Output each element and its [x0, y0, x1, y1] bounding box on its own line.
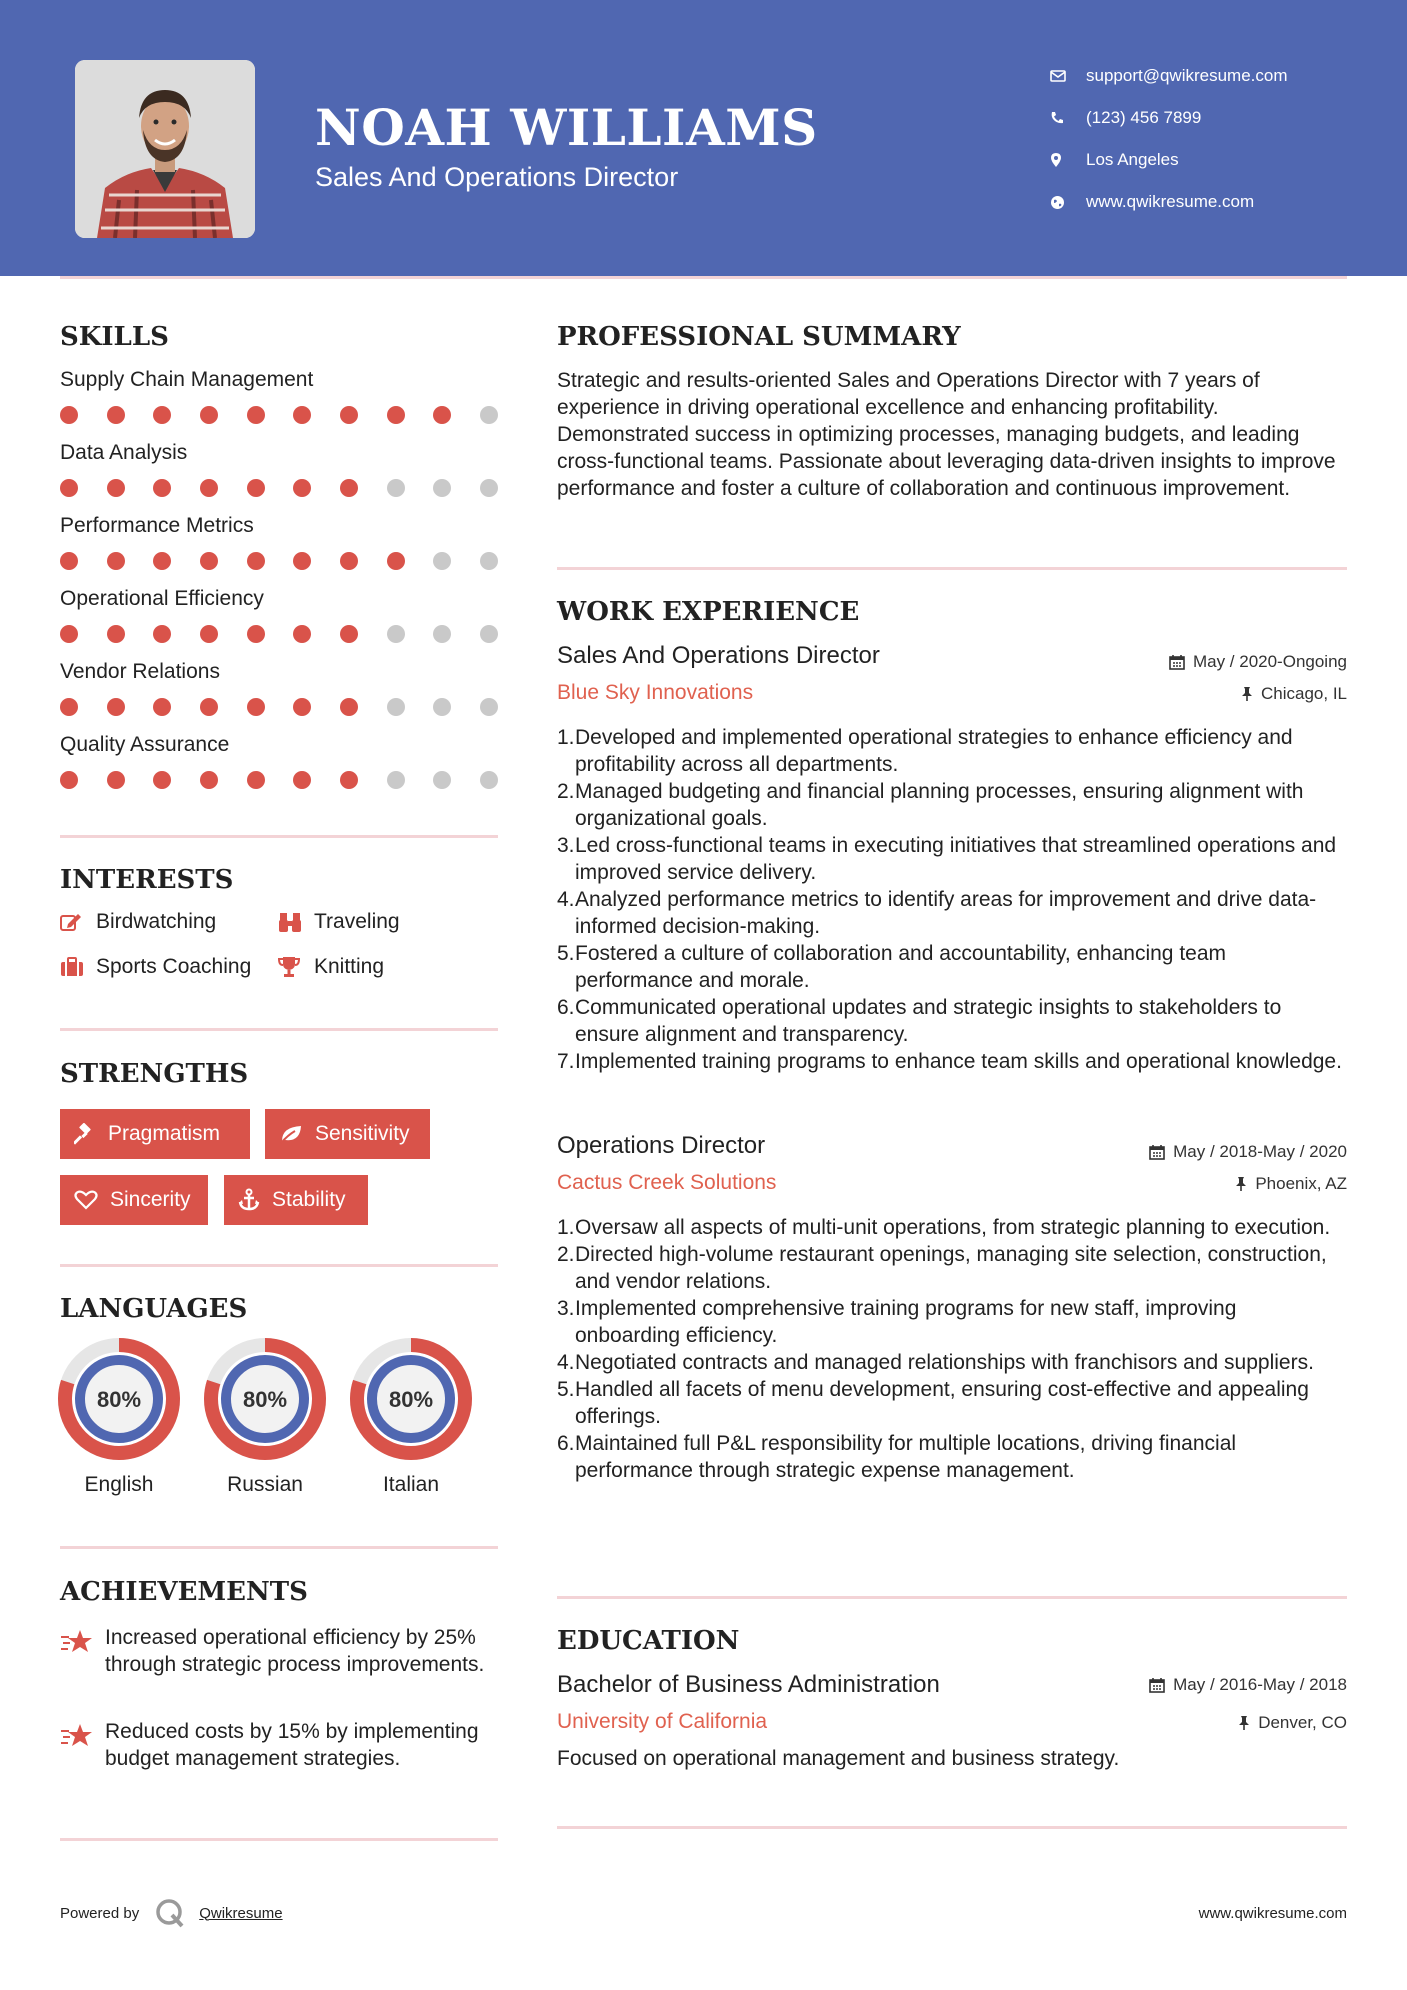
achievements-divider — [60, 1838, 498, 1841]
skill-row — [60, 514, 500, 570]
rating-dot-filled — [60, 698, 78, 716]
rating-dot-filled — [340, 406, 358, 424]
strength-label: Sincerity — [110, 1188, 191, 1211]
map-pin-icon — [1050, 152, 1086, 168]
language-item — [57, 1337, 181, 1497]
interest-item — [278, 955, 384, 979]
achievement-text: Reduced costs by 15% by implementing budget management strategies. — [105, 1720, 479, 1770]
rating-dot-filled — [200, 771, 218, 789]
skill-rating — [60, 552, 498, 570]
rating-dot-filled — [340, 771, 358, 789]
candidate-name: NOAH WILLIAMS — [315, 98, 818, 157]
rating-dot-filled — [60, 625, 78, 643]
contact-location-text: Los Angeles — [1086, 150, 1179, 169]
skill-name: Quality Assurance — [60, 733, 230, 756]
interest-label: Birdwatching — [96, 910, 217, 933]
job-location-text: Phoenix, AZ — [1255, 1174, 1347, 1193]
rating-dot-filled — [247, 479, 265, 497]
education-location — [1238, 1713, 1347, 1733]
profile-photo — [75, 60, 255, 238]
language-item — [349, 1337, 473, 1497]
job-bullet: 3. Implemented comprehensive training programs for new staff, improving onboarding efficiency. — [557, 1297, 1237, 1347]
job-location — [1241, 684, 1347, 704]
pencil-square-icon — [60, 912, 96, 932]
rating-dot-filled — [340, 698, 358, 716]
strength-label: Stability — [272, 1188, 346, 1211]
pushpin-icon — [1238, 1715, 1250, 1731]
skills-divider — [60, 835, 498, 838]
rating-dot-empty — [480, 406, 498, 424]
rating-dot-filled — [153, 552, 171, 570]
job-bullet: 5. Fostered a culture of collaboration and accountability, enhancing team performance and morale. — [557, 942, 1227, 992]
heart-icon — [74, 1190, 98, 1210]
job-bullet: 4. Negotiated contracts and managed relationships with franchisors and suppliers. — [557, 1351, 1314, 1374]
interest-item — [278, 910, 400, 934]
job-location-text: Chicago, IL — [1261, 684, 1347, 703]
rating-dot-filled — [387, 552, 405, 570]
rating-dot-empty — [387, 625, 405, 643]
rating-dot-filled — [340, 552, 358, 570]
job-bullets — [557, 724, 1347, 1075]
rating-dot-empty — [433, 698, 451, 716]
language-item — [203, 1337, 327, 1497]
language-name: Russian — [227, 1473, 303, 1496]
strength-label: Pragmatism — [108, 1122, 221, 1145]
rating-dot-filled — [247, 698, 265, 716]
rating-dot-empty — [433, 625, 451, 643]
rating-dot-empty — [433, 771, 451, 789]
rating-dot-filled — [200, 625, 218, 643]
contact-website-text: www.qwikresume.com — [1086, 192, 1255, 211]
job-bullet: 6. Communicated operational updates and strategic insights to stakeholders to ensure alignment and transparency. — [557, 996, 1282, 1046]
rating-dot-empty — [480, 479, 498, 497]
strength-tag — [60, 1109, 250, 1159]
rating-dot-empty — [387, 479, 405, 497]
language-ring — [57, 1337, 181, 1461]
anchor-icon — [238, 1188, 260, 1212]
rating-dot-filled — [247, 625, 265, 643]
language-percent: 80% — [96, 1387, 142, 1412]
language-percent: 80% — [388, 1387, 434, 1412]
rating-dot-filled — [107, 698, 125, 716]
job-bullet: 6. Maintained full P&L responsibility for multiple locations, driving financial performance through strategic expense management. — [557, 1432, 1237, 1482]
gavel-icon — [74, 1123, 96, 1145]
rating-dot-empty — [480, 625, 498, 643]
experience-divider — [557, 1596, 1347, 1599]
skill-rating — [60, 625, 498, 643]
education-dates — [1149, 1675, 1347, 1695]
binoculars-icon — [278, 911, 314, 933]
job-role: Operations Director — [557, 1132, 766, 1159]
achievement-item — [60, 1624, 500, 1678]
contact-phone-text: (123) 456 7899 — [1086, 108, 1202, 127]
skill-rating — [60, 771, 498, 789]
languages-divider — [60, 1546, 498, 1549]
rating-dot-filled — [200, 406, 218, 424]
rating-dot-filled — [60, 406, 78, 424]
rating-dot-filled — [340, 479, 358, 497]
job-dates-text: May / 2020-Ongoing — [1192, 652, 1347, 671]
rating-dot-filled — [153, 625, 171, 643]
languages-heading: LANGUAGES — [60, 1294, 248, 1324]
job-company: Blue Sky Innovations — [557, 681, 754, 704]
rating-dot-filled — [60, 479, 78, 497]
calendar-icon — [1169, 654, 1185, 670]
job-bullet: 3. Led cross-functional teams in executing initiatives that streamlined operations and improved service delivery. — [557, 834, 1337, 884]
rating-dot-filled — [293, 698, 311, 716]
rating-dot-filled — [247, 406, 265, 424]
rating-dot-empty — [433, 552, 451, 570]
summary-divider — [557, 567, 1347, 570]
rating-dot-filled — [247, 552, 265, 570]
rating-dot-filled — [153, 479, 171, 497]
job-bullet: 2. Directed high-volume restaurant openings, managing site selection, construction, and vendor relations. — [557, 1243, 1327, 1293]
rating-dot-filled — [293, 479, 311, 497]
strength-label: Sensitivity — [315, 1122, 410, 1145]
skill-name: Operational Efficiency — [60, 587, 264, 610]
interests-divider — [60, 1028, 498, 1031]
job-dates — [1169, 652, 1347, 672]
interest-label: Knitting — [314, 955, 385, 978]
skill-name: Vendor Relations — [60, 660, 220, 683]
candidate-title: Sales And Operations Director — [315, 162, 679, 192]
job-company: Cactus Creek Solutions — [557, 1171, 777, 1194]
education-heading: EDUCATION — [557, 1626, 740, 1656]
strengths-divider — [60, 1264, 498, 1267]
envelope-icon — [1050, 70, 1086, 82]
language-name: English — [84, 1473, 154, 1496]
rating-dot-filled — [107, 479, 125, 497]
trophy-icon — [278, 956, 314, 978]
skill-rating — [60, 698, 498, 716]
education-degree: Bachelor of Business Administration — [557, 1671, 940, 1698]
strength-tag — [224, 1175, 368, 1225]
skill-row — [60, 733, 500, 789]
education-dates-text: May / 2016-May / 2018 — [1173, 1675, 1347, 1694]
rating-dot-filled — [293, 625, 311, 643]
job-dates — [1149, 1142, 1347, 1162]
rating-dot-filled — [107, 552, 125, 570]
job-dates-text: May / 2018-May / 2020 — [1173, 1142, 1347, 1161]
job-bullet: 5. Handled all facets of menu development, ensuring cost-effective and appealing offerings. — [557, 1378, 1309, 1428]
powered-by-text: Powered by — [60, 1904, 140, 1922]
rating-dot-filled — [153, 698, 171, 716]
strength-tag — [265, 1109, 430, 1159]
globe-icon — [1050, 195, 1086, 210]
contact-website[interactable] — [1050, 181, 1380, 223]
education-location-text: Denver, CO — [1258, 1713, 1347, 1732]
qwikresume-logo-icon — [155, 1898, 185, 1928]
skill-rating — [60, 479, 498, 497]
rating-dot-filled — [247, 771, 265, 789]
summary-text: Strategic and results-oriented Sales and Operations Director with 7 years of experience in driving operational excellence and enhancing profitability. Demonstrated success in optimizing processes, managing budgets, and leading cross-functional teams. Passionate about leveraging data-driven insights to improve performance and foster a culture of collaboration and continuous improvement. — [557, 369, 1336, 500]
job-role: Sales And Operations Director — [557, 642, 880, 669]
rating-dot-filled — [433, 406, 451, 424]
pushpin-icon — [1241, 686, 1253, 702]
contact-phone[interactable] — [1050, 97, 1380, 139]
achievement-text: Increased operational efficiency by 25% through strategic process improvements. — [105, 1626, 485, 1676]
star-award-icon — [60, 1624, 105, 1678]
rating-dot-filled — [293, 771, 311, 789]
contact-email[interactable] — [1050, 55, 1380, 97]
job-location — [1235, 1174, 1347, 1194]
achievement-item — [60, 1718, 500, 1772]
rating-dot-filled — [200, 479, 218, 497]
rating-dot-empty — [480, 698, 498, 716]
calendar-icon — [1149, 1677, 1165, 1693]
skill-name: Supply Chain Management — [60, 368, 314, 391]
skill-row — [60, 441, 500, 497]
briefcase-icon — [60, 957, 96, 977]
qwikresume-link[interactable]: Qwikresume — [199, 1904, 283, 1922]
interest-label: Traveling — [314, 910, 400, 933]
rating-dot-filled — [200, 698, 218, 716]
skill-row — [60, 660, 500, 716]
interest-label: Sports Coaching — [96, 955, 252, 978]
rating-dot-empty — [387, 771, 405, 789]
experience-heading: WORK EXPERIENCE — [557, 597, 860, 627]
contact-location — [1050, 139, 1380, 181]
header-divider — [60, 276, 1347, 279]
skill-name: Performance Metrics — [60, 514, 254, 537]
language-ring — [203, 1337, 327, 1461]
rating-dot-filled — [387, 406, 405, 424]
person-photo-image — [75, 60, 255, 238]
achievements-heading: ACHIEVEMENTS — [60, 1577, 308, 1607]
interest-item — [60, 955, 251, 979]
job-bullets — [557, 1214, 1347, 1484]
resume-header — [0, 0, 1407, 276]
rating-dot-filled — [60, 771, 78, 789]
job-bullet: 1. Oversaw all aspects of multi-unit operations, from strategic planning to execution. — [557, 1216, 1331, 1239]
rating-dot-filled — [107, 771, 125, 789]
rating-dot-filled — [340, 625, 358, 643]
skill-rating — [60, 406, 498, 424]
education-description: Focused on operational management and business strategy. — [557, 1747, 1120, 1770]
strength-tag — [60, 1175, 208, 1225]
rating-dot-filled — [153, 771, 171, 789]
job-bullet: 4. Analyzed performance metrics to identify areas for improvement and drive data-informed decision-making. — [557, 888, 1317, 938]
summary-heading: PROFESSIONAL SUMMARY — [557, 322, 961, 352]
rating-dot-filled — [200, 552, 218, 570]
calendar-icon — [1149, 1144, 1165, 1160]
rating-dot-filled — [60, 552, 78, 570]
rating-dot-filled — [107, 625, 125, 643]
contact-email-text: support@qwikresume.com — [1086, 66, 1288, 85]
skill-row — [60, 587, 500, 643]
phone-icon — [1050, 111, 1086, 125]
rating-dot-empty — [480, 552, 498, 570]
job-bullet: 7. Implemented training programs to enhance team skills and operational knowledge. — [557, 1050, 1342, 1073]
skills-heading: SKILLS — [60, 322, 169, 352]
star-award-icon — [60, 1718, 105, 1772]
rating-dot-empty — [433, 479, 451, 497]
rating-dot-empty — [480, 771, 498, 789]
job-bullet: 2. Managed budgeting and financial planning processes, ensuring alignment with organizational goals. — [557, 780, 1304, 830]
job-bullet: 1. Developed and implemented operational strategies to enhance efficiency and profitability across all departments. — [557, 726, 1293, 776]
rating-dot-filled — [293, 406, 311, 424]
education-divider — [557, 1826, 1347, 1829]
education-school: University of California — [557, 1710, 768, 1733]
language-name: Italian — [382, 1473, 440, 1496]
rating-dot-filled — [153, 406, 171, 424]
strengths-heading: STRENGTHS — [60, 1059, 249, 1089]
skill-row — [60, 368, 500, 424]
leaf-icon — [279, 1124, 303, 1144]
footer-website[interactable]: www.qwikresume.com — [1198, 1905, 1347, 1922]
footer-powered-by — [60, 1898, 283, 1928]
interests-heading: INTERESTS — [60, 865, 234, 895]
interest-item — [60, 910, 216, 934]
language-percent: 80% — [242, 1387, 288, 1412]
rating-dot-filled — [107, 406, 125, 424]
pushpin-icon — [1235, 1176, 1247, 1192]
skill-name: Data Analysis — [60, 441, 188, 464]
rating-dot-filled — [293, 552, 311, 570]
contact-list — [1050, 55, 1380, 223]
rating-dot-empty — [387, 698, 405, 716]
language-ring — [349, 1337, 473, 1461]
